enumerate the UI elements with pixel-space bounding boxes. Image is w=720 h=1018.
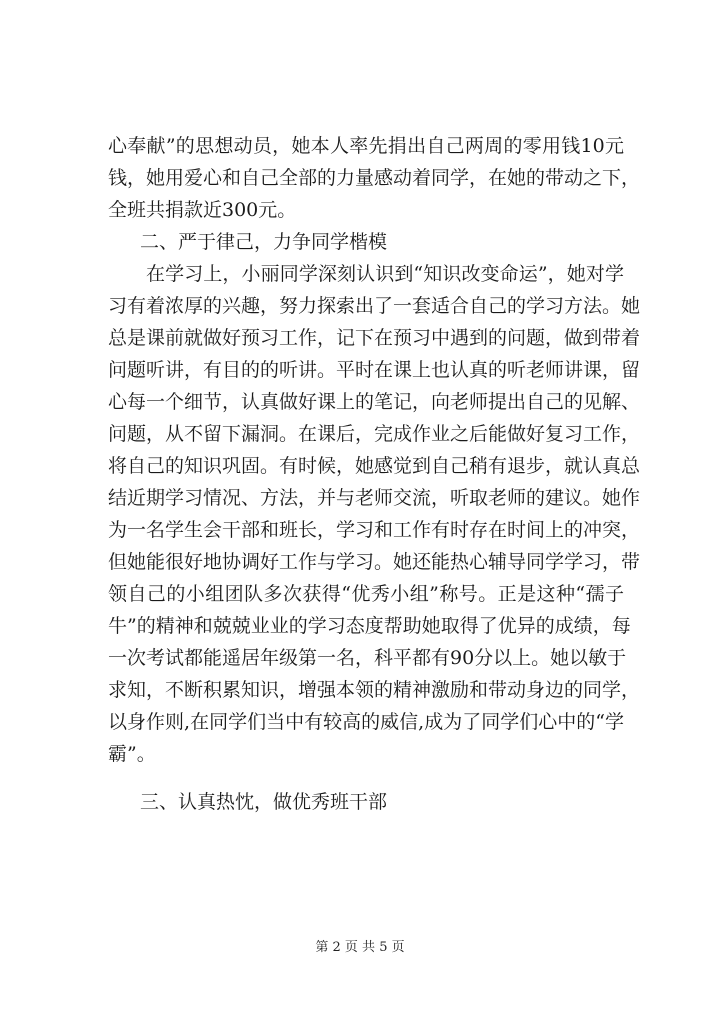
text-line: 将自己的知识巩固。有时候，她感觉到自己稍有退步，就认真总 (108, 455, 641, 477)
text-line: 牛”的精神和兢兢业业的学习态度帮助她取得了优异的成绩，每 (108, 615, 631, 637)
page-footer: 第 2 页 共 5 页 (315, 940, 405, 955)
text-line: 但她能很好地协调好工作与学习。她还能热心辅导同学学习，带 (108, 551, 641, 573)
text-line: 在学习上，小丽同学深刻认识到“知识改变命运”，她对学 (146, 263, 624, 285)
text-line: 以身作则,在同学们当中有较高的威信,成为了同学们心中的“学 (108, 711, 624, 733)
text-line: 总是课前就做好预习工作，记下在预习中遇到的问题，做到带着 (108, 327, 641, 349)
paragraph-continued (108, 130, 641, 226)
text-line: 求知，不断积累知识，增强本领的精神激励和带动身边的同学， (108, 679, 641, 701)
text-line: 习有着浓厚的兴趣，努力探索出了一套适合自己的学习方法。她 (108, 295, 641, 317)
text-line: 问题，从不留下漏洞。在课后，完成作业之后能做好复习工作， (108, 423, 641, 445)
text-line: 全班共捐款近300元。 (108, 199, 297, 221)
text-line: 霸”。 (108, 743, 156, 765)
spacer (108, 770, 624, 786)
text-line: 问题听讲，有目的的听讲。平时在课上也认真的听老师讲课，留 (108, 359, 641, 381)
section-heading-two: 二、严于律己，力争同学楷模 (140, 231, 388, 253)
text-line: 为一名学生会干部和班长，学习和工作有时存在时间上的冲突， (108, 519, 641, 541)
document-body (108, 130, 641, 818)
section-heading-three: 三、认真热忱，做优秀班干部 (140, 791, 388, 813)
text-line: 钱，她用爱心和自己全部的力量感动着同学，在她的带动之下， (108, 167, 641, 189)
text-line: 心奉献”的思想动员，她本人率先捐出自己两周的零用钱10元 (108, 135, 624, 157)
paragraph-study (108, 258, 641, 770)
text-line: 心每一个细节，认真做好课上的笔记，向老师提出自己的见解、 (108, 391, 641, 413)
text-line: 一次考试都能遥居年级第一名，科平都有90分以上。她以敏于 (108, 647, 627, 669)
text-line: 领自己的小组团队多次获得“优秀小组”称号。正是这种“孺子 (108, 583, 624, 605)
text-line: 结近期学习情况、方法，并与老师交流，听取老师的建议。她作 (108, 487, 641, 509)
